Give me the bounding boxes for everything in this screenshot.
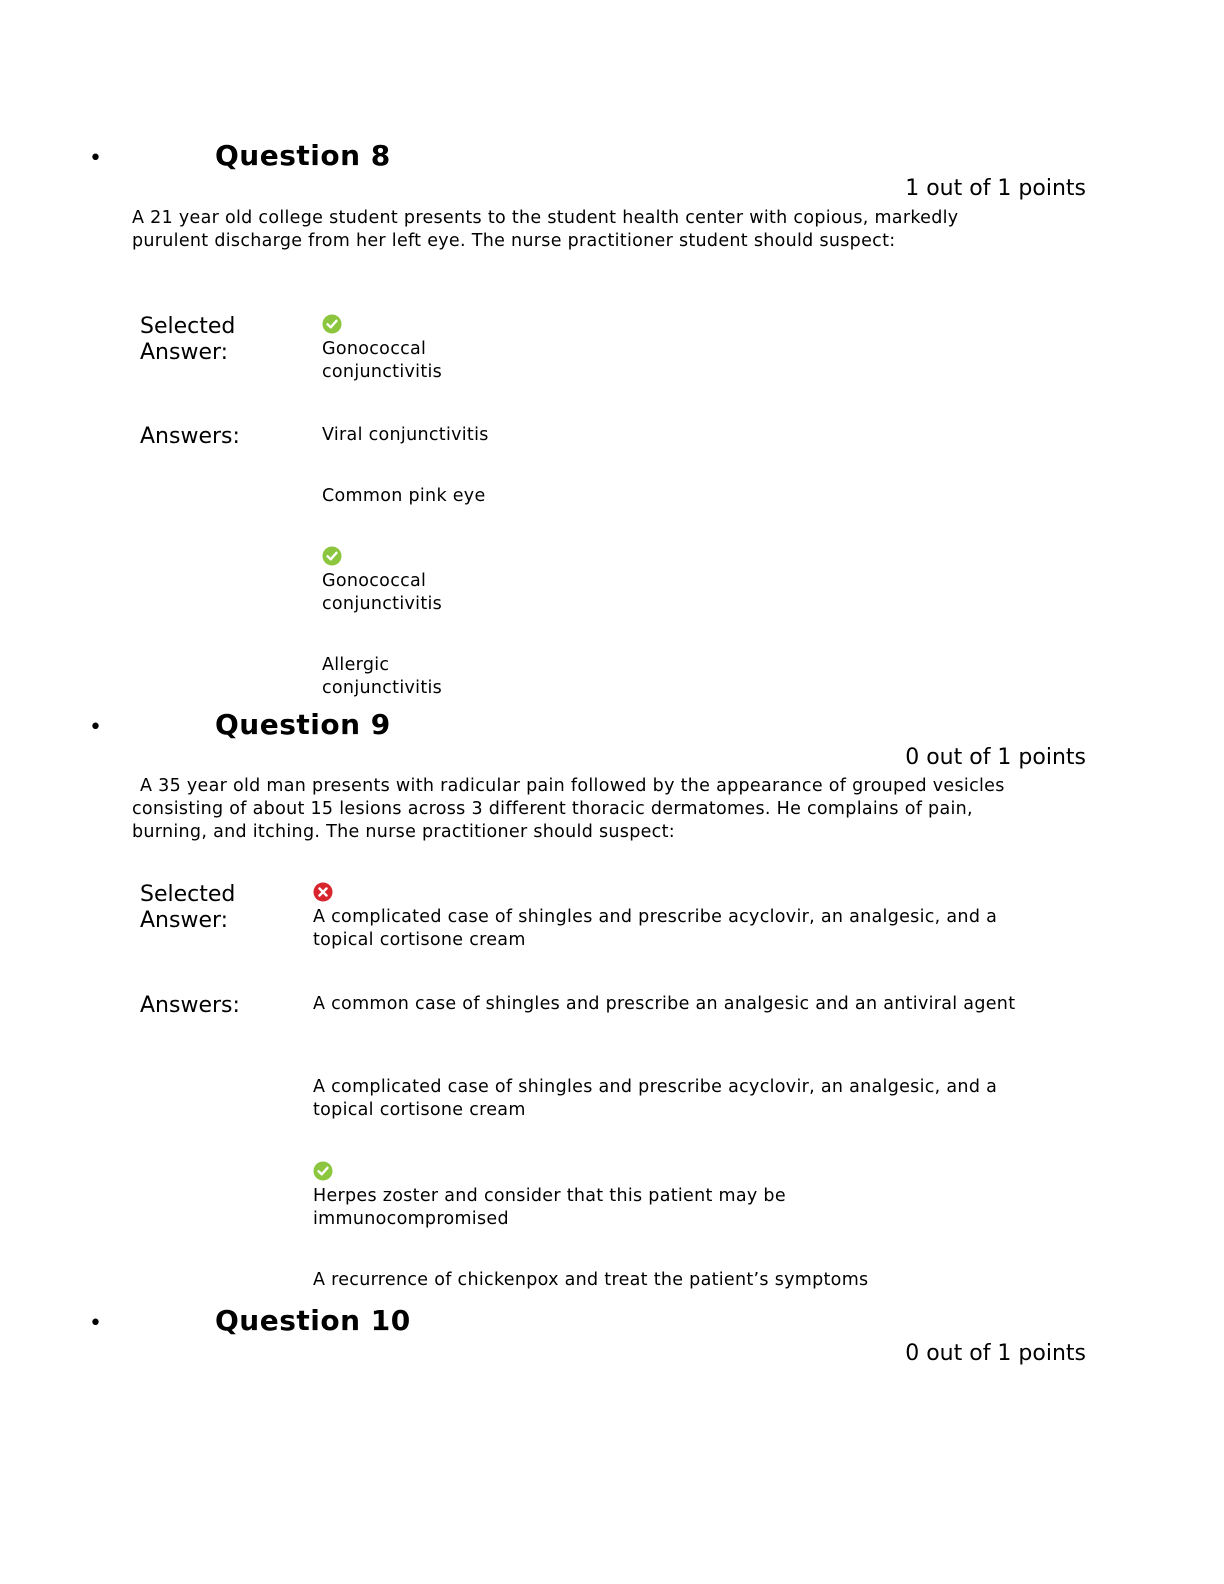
question-title: Question 8 bbox=[215, 139, 391, 172]
bullet: • bbox=[89, 715, 102, 740]
answer-option: A common case of shingles and prescribe an analgesic and an antiviral agent bbox=[313, 994, 1016, 1014]
check-icon bbox=[322, 546, 342, 566]
answers-label: Answers: bbox=[140, 993, 240, 1018]
check-icon bbox=[313, 1161, 333, 1181]
answer-option-correct bbox=[322, 546, 482, 616]
answer-option-text: Herpes zoster and consider that this patient may be immunocompromised bbox=[313, 1186, 786, 1229]
bullet: • bbox=[89, 146, 102, 171]
points-score: 0 out of 1 points bbox=[905, 1341, 1086, 1366]
bullet: • bbox=[89, 1311, 102, 1336]
answers-label: Answers: bbox=[140, 424, 240, 449]
points-score: 1 out of 1 points bbox=[905, 176, 1086, 201]
answer-option: A recurrence of chickenpox and treat the patient’s symptoms bbox=[313, 1270, 869, 1290]
selected-answer-label: Selected Answer: bbox=[140, 882, 236, 933]
question-text: A 21 year old college student presents to the student health center with copious, markedly purulent discharge from her left eye. The nurse practitioner student should suspect: bbox=[132, 208, 959, 251]
question-title: Question 9 bbox=[215, 708, 391, 741]
answer-option: Viral conjunctivitis bbox=[322, 425, 489, 445]
selected-answer-label: Selected Answer: bbox=[140, 314, 236, 365]
question-title: Question 10 bbox=[215, 1304, 411, 1337]
selected-answer bbox=[313, 882, 1033, 952]
selected-answer bbox=[322, 314, 482, 384]
answer-option: Allergic conjunctivitis bbox=[322, 655, 443, 698]
answer-option-text: Gonococcal conjunctivitis bbox=[322, 571, 443, 614]
x-icon bbox=[313, 882, 333, 902]
answer-option: Common pink eye bbox=[322, 486, 486, 506]
answer-option: A complicated case of shingles and prescribe acyclovir, an analgesic, and a topical cortisone cream bbox=[313, 1077, 998, 1120]
selected-answer-text: Gonococcal conjunctivitis bbox=[322, 339, 443, 382]
question-text: A 35 year old man presents with radicular pain followed by the appearance of grouped vesicles consisting of about 15 lesions across 3 different thoracic dermatomes. He complains of pain, burning, and itching. The nurse practitioner should suspect: bbox=[132, 776, 1005, 842]
points-score: 0 out of 1 points bbox=[905, 745, 1086, 770]
check-icon bbox=[322, 314, 342, 334]
selected-answer-text: A complicated case of shingles and prescribe acyclovir, an analgesic, and a topical cortisone cream bbox=[313, 907, 998, 950]
answer-option-correct bbox=[313, 1161, 873, 1231]
